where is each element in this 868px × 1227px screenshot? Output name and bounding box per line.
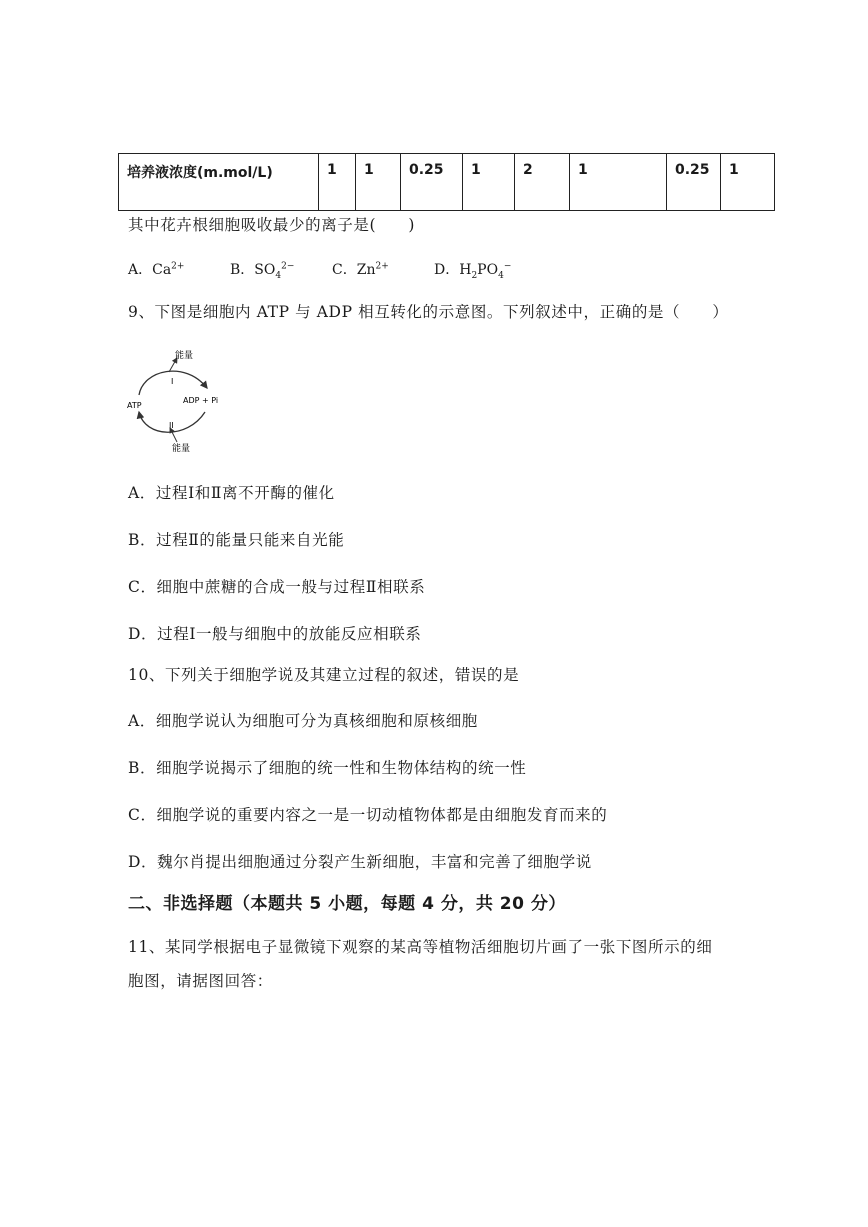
process-2-label: II	[169, 421, 174, 430]
atp-label: ATP	[127, 401, 142, 410]
process-1-label: I	[171, 377, 174, 386]
table-row	[119, 154, 775, 211]
question-9-option-b: B．过程Ⅱ的能量只能来自光能	[128, 531, 345, 549]
table-cell: 1	[721, 154, 775, 211]
question-10-option-a: A．细胞学说认为细胞可分为真核细胞和原核细胞	[128, 712, 478, 730]
table-cell: 1	[319, 154, 356, 211]
question-8-options	[128, 259, 511, 279]
concentration-table	[118, 153, 775, 211]
option-c: C．$Zn^{2+}$	[332, 261, 389, 278]
question-8-stem: 其中花卉根细胞吸收最少的离子是( )	[128, 216, 415, 234]
question-11-line-1: 11、某同学根据电子显微镜下观察的某高等植物活细胞切片画了一张下图所示的细	[128, 938, 713, 956]
atp-adp-cycle-diagram	[125, 340, 245, 455]
question-10-stem: 10、下列关于细胞学说及其建立过程的叙述，错误的是	[128, 666, 520, 684]
table-cell: 2	[515, 154, 570, 211]
option-a: A．$Ca^{2+}$	[128, 261, 185, 278]
section-2-title: 二、非选择题（本题共 5 小题，每题 4 分，共 20 分）	[128, 894, 566, 914]
question-10-option-d: D．魏尔肖提出细胞通过分裂产生新细胞，丰富和完善了细胞学说	[128, 853, 592, 871]
adp-pi-label: ADP + Pi	[183, 396, 219, 405]
table-cell: 0.25	[401, 154, 463, 211]
question-9-option-d: D．过程Ⅰ一般与细胞中的放能反应相联系	[128, 625, 422, 643]
table-cell: 0.25	[667, 154, 721, 211]
option-b: B．$SO_4^{2-}$	[230, 261, 295, 281]
question-9-option-c: C．细胞中蔗糖的合成一般与过程Ⅱ相联系	[128, 578, 426, 596]
question-9-stem: 9、下图是细胞内 ATP 与 ADP 相互转化的示意图。下列叙述中，正确的是（ ）	[128, 303, 729, 321]
question-11-line-2: 胞图，请据图回答：	[128, 972, 273, 990]
table-cell: 1	[463, 154, 515, 211]
question-10-option-b: B．细胞学说揭示了细胞的统一性和生物体结构的统一性	[128, 759, 527, 777]
table-cell: 1	[356, 154, 401, 211]
table-header-cell: 培养液浓度(m.mol/L)	[119, 154, 319, 211]
question-10-option-c: C．细胞学说的重要内容之一是一切动植物体都是由细胞发育而来的	[128, 806, 608, 824]
energy-top-label: 能量	[175, 351, 194, 361]
energy-bottom-label: 能量	[172, 444, 191, 454]
question-9-option-a: A．过程Ⅰ和Ⅱ离不开酶的催化	[128, 484, 335, 502]
table-cell: 1	[570, 154, 667, 211]
option-d: D．$H_2PO_4^-$	[434, 261, 512, 281]
energy-input-arrow	[170, 428, 177, 442]
